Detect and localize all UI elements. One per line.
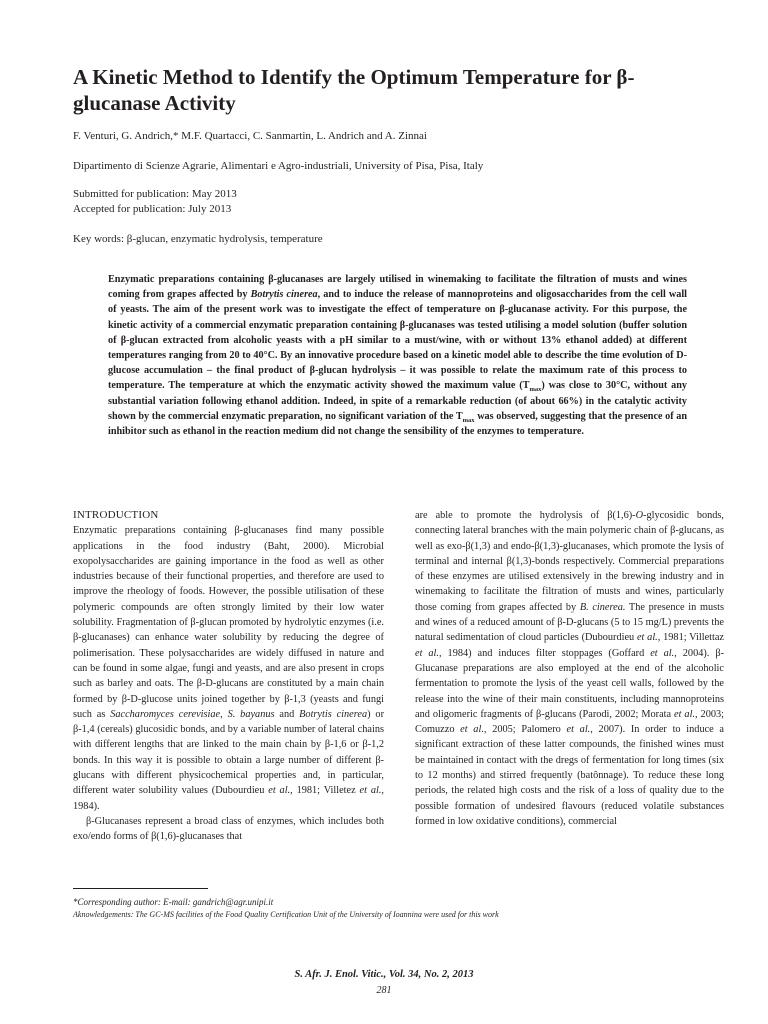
italic-text: O bbox=[635, 510, 644, 521]
acknowledgements-footnote: Aknowledgements: The GC-MS facilities of the Food Quality Certification Unit of the University of Ioannina were used for this work bbox=[73, 910, 499, 919]
italic-text: et al. bbox=[460, 724, 484, 736]
abstract-text: ) was close to 30°C, without any substantial variation following ethanol addition. Indeed, in spite of a remarkable reduction (of about 66%) in the catalytic activity shown by the commercial enzymatic preparation, no significant variation of the T bbox=[108, 380, 687, 422]
keywords: Key words: β-glucan, enzymatic hydrolysis, temperature bbox=[73, 233, 323, 245]
journal-citation: S. Afr. J. Enol. Vitic., Vol. 34, No. 2, 2013 bbox=[294, 969, 474, 980]
affiliation: Dipartimento di Scienze Agrarie, Alimentari e Agro-industriali, University of Pisa, Pisa, Italy bbox=[73, 160, 484, 172]
body-text: -glycosidic bonds, connecting lateral branches with the main polymeric chain of β-glucans, as well as exo-β(1,3) and endo-β(1,3)-glucanases, which promote the lysis of terminal and internal β(1,3)-bonds respectively. Commercial preparations of these enzymes are utilised extensively in the brewing industry and in winemaking to facilitate the filtration of musts and wines, particularly those coming from grapes affected by bbox=[415, 510, 724, 613]
body-text: , 1984) and induces filter stoppages (Goffard bbox=[439, 647, 651, 659]
italic-text: et al. bbox=[650, 647, 675, 659]
italic-text: et al. bbox=[268, 785, 291, 797]
submitted-date: Submitted for publication: May 2013 bbox=[73, 188, 237, 200]
corresponding-author-footnote: *Corresponding author: E-mail: gandrich@agr.unipi.it bbox=[73, 897, 274, 907]
section-heading: INTRODUCTION bbox=[73, 509, 159, 521]
italic-text: et al. bbox=[359, 785, 382, 797]
body-text: , 2005; Palomero bbox=[483, 724, 567, 736]
abstract-text: was observed, suggesting that the presence of an inhibitor such as ethanol in the reaction medium did not change the sensibility of the enzymes to temperature. bbox=[108, 410, 687, 438]
abstract-subscript: max bbox=[529, 386, 542, 394]
abstract-subscript: max bbox=[462, 416, 475, 424]
footnote-divider bbox=[73, 888, 208, 889]
body-text: , 2003; Comuzzo bbox=[415, 708, 724, 736]
body-text: , 1981; Villetez bbox=[290, 785, 360, 797]
abstract-text: , and to induce the release of mannoproteins and oligosaccharides from the cell wall of yeasts. The aim of the present work was to investigate the effect of temperature on β-glucanase activity. For this purpose, the kinetic activity of a commercial enzymatic preparation containing β-glucanases was tested utilising a model solution (buffer solution of β-glucan extracted from alcoholic yeasts with a pH similar to a must/wine, with or without 13% ethanol added) at different temperatures ranging from 20 to 40°C. By an innovative procedure based on a kinetic model able to describe the time evolution of D-glucose accumulation – the final product of β-glucan hydrolysis – it was possible to relate the maximum rate of this process to temperature. The temperature at which the enzymatic activity showed the maximum value (T bbox=[108, 289, 687, 392]
body-paragraph: β-Glucanases represent a broad class of enzymes, which includes both exo/endo forms of β(1,6)-glucanases that bbox=[73, 815, 384, 843]
italic-text: et al. bbox=[674, 708, 696, 720]
body-paragraph bbox=[73, 523, 384, 814]
body-text: , 2004). β-Glucanase preparations are also employed at the end of the alcoholic fermentation to promote the lysis of the yeast cell walls, followed by the release into the wine of their main constituents, including mannoproteins and oligomeric fragments of β-glucans (Parodi, 2002; Morata bbox=[415, 647, 725, 720]
right-column bbox=[415, 508, 724, 829]
paper-title: A Kinetic Method to Identify the Optimum Temperature for β-glucanase Activity bbox=[73, 65, 635, 115]
italic-text: et al. bbox=[415, 647, 439, 659]
body-text: The presence in musts and wines of a reduced amount of β-D-glucans (5 to 15 mg/L) prevents the natural sedimentation of cloud particles (Dubourdieu bbox=[415, 601, 724, 644]
italic-text: B. cinerea. bbox=[579, 601, 626, 613]
accepted-date: Accepted for publication: July 2013 bbox=[73, 203, 232, 215]
left-column bbox=[73, 508, 384, 845]
body-paragraph bbox=[415, 508, 724, 829]
page-number: 281 bbox=[376, 985, 392, 996]
italic-text: Saccharomyces cerevisiae bbox=[110, 708, 221, 720]
body-text: ) or β-1,4 (cereals) glucosidic bonds, and by a variable number of lateral chains with different lengths that are linked to the main chain by β-1,6 or β-1,2 bonds. In this way it is possible to obtain a large number of different β-glucans with different physicochemical properties and, in particular, different water solubility values (Dubourdieu bbox=[73, 708, 384, 797]
body-text: are able to promote the hydrolysis of β(1,6)- bbox=[415, 510, 636, 521]
italic-text: Botrytis cinerea bbox=[299, 708, 368, 720]
italic-text: et al. bbox=[566, 724, 591, 736]
body-text: , 2007). In order to induce a significant extraction of these latter compounds, the finished wines must be maintained in contact with the dregs of fermentation for long times (six to 12 months) and stirred frequently (batônnage). To reduce these long periods, the related high costs and the risk of a loss of quality due to the possible formation of undesired flavours (reduced volatile substances formed in low oxidative conditions), commercial bbox=[415, 724, 725, 827]
abstract-species: Botrytis cinerea bbox=[250, 289, 318, 301]
body-text: Enzymatic preparations containing β-glucanases find many possible applications in the food industry (Baht, 2000). Microbial exopolysaccharides are gaining importance in the food as well as other industries because of their functional properties, and therefore are used to improve the rheology of foods. However, the possible utilisation of these polymeric compounds are often strongly limited by their low water solubility. Fragmentation of β-glucan promoted by hydrolytic enzymes (i.e. β-glucanases) can enhance water solubility by reducing the degree of polimerisation. These polysaccharides are widely diffused in nature and can be found in some algae, fungi and yeasts, and are also present in crops such as barley and oats. The β-D-glucans are constituted by a main chain formed by β-D-glucose units joined together by β-1,3 (yeasts and fungi such as bbox=[73, 525, 384, 720]
body-text: , 1981; Villettaz bbox=[657, 632, 724, 644]
abstract bbox=[108, 272, 687, 439]
body-text: , 1984). bbox=[73, 785, 384, 812]
italic-text: S. bayanus bbox=[227, 708, 275, 720]
abstract-text: Enzymatic preparations containing β-glucanases are largely utilised in winemaking to facilitate the filtration of musts and wines coming from grapes affected by bbox=[108, 274, 687, 301]
body-text: , bbox=[220, 708, 228, 720]
body-text: and bbox=[274, 708, 300, 720]
italic-text: et al. bbox=[636, 632, 658, 644]
author-list: F. Venturi, G. Andrich,* M.F. Quartacci, C. Sanmartin, L. Andrich and A. Zinnai bbox=[73, 130, 427, 142]
